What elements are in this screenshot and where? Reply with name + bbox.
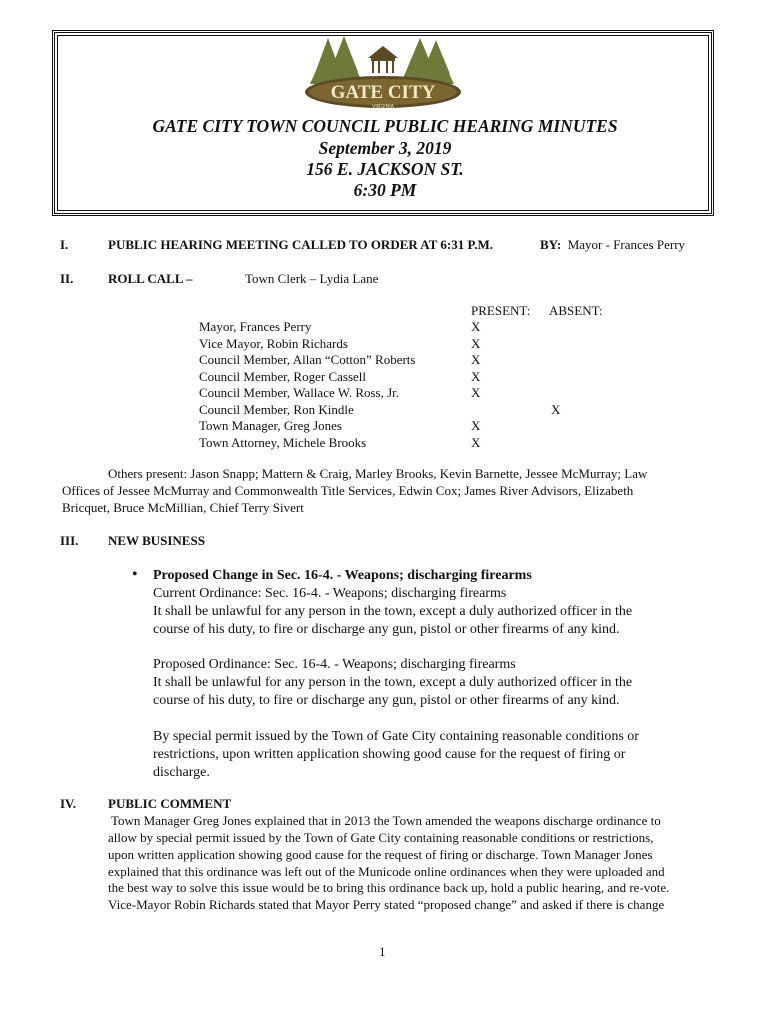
proposed-ordinance-label: Proposed Ordinance: Sec. 16-4. - Weapons; discharging firearms (153, 657, 516, 672)
special-permit-text: By special permit issued by the Town of Gate City containing reasonable conditions or (153, 729, 639, 744)
roll-call-row (0, 402, 770, 419)
public-comment-line: the best way to solve this issue would be to bring this ordinance back up, hold a public hearing, and re-vote. (108, 880, 670, 895)
section-3-number: III. (60, 533, 79, 548)
roll-call-row (0, 385, 770, 402)
section-1-number: I. (60, 237, 69, 252)
by-label: BY: (540, 237, 562, 252)
current-ordinance-label: Current Ordinance: Sec. 16-4. - Weapons; discharging firearms (153, 586, 507, 601)
member-present: X (471, 385, 481, 400)
proposed-ordinance-text: It shall be unlawful for any person in the town, except a duly authorized officer in the (153, 675, 633, 690)
member-present: X (471, 352, 481, 367)
member-name: Vice Mayor, Robin Richards (199, 335, 348, 351)
member-absent: X (551, 401, 561, 417)
meeting-address: 156 E. JACKSON ST. (306, 159, 464, 179)
roll-call-row (0, 352, 770, 369)
member-present: X (471, 434, 481, 450)
member-present: X (471, 335, 481, 351)
roll-call-row (0, 336, 770, 353)
member-present: X (471, 418, 481, 433)
member-present: X (471, 368, 481, 384)
roll-call-row (0, 369, 770, 386)
by-value: Mayor - Frances Perry (567, 237, 686, 252)
member-name: Council Member, Allan “Cotton” Roberts (199, 352, 416, 367)
member-name: Council Member, Ron Kindle (199, 401, 354, 417)
member-name: Mayor, Frances Perry (199, 319, 312, 334)
gate-city-logo (300, 36, 466, 112)
meeting-time: 6:30 PM (353, 180, 417, 200)
bullet-dot: • (132, 566, 138, 583)
section-1-heading: PUBLIC HEARING MEETING CALLED TO ORDER AT 6:31 P.M. (108, 237, 494, 252)
public-comment-line: allow by special permit issued by the Town of Gate City containing reasonable conditions or restrictions, (108, 830, 654, 845)
logo-subtext: VIRGINIA (372, 104, 394, 110)
others-present-line: Bricquet, Bruce McMillian, Chief Terry Sivert (62, 500, 304, 515)
meeting-date: September 3, 2019 (318, 138, 452, 158)
section-3-heading: NEW BUSINESS (108, 533, 205, 548)
public-comment-line: Town Manager Greg Jones explained that in 2013 the Town amended the weapons discharge ordinance to (108, 813, 661, 828)
others-present-line: Offices of Jessee McMurray and Commonwealth Title Services, Edwin Cox; James River Advisors, Elizabeth (62, 483, 634, 498)
others-present-line: Others present: Jason Snapp; Mattern & Craig, Marley Brooks, Kevin Barnette, Jessee McMurray; Law (108, 466, 648, 481)
page-number: 1 (379, 944, 386, 959)
agenda-item-title: Proposed Change in Sec. 16-4. - Weapons; discharging firearms (153, 568, 532, 583)
proposed-ordinance-text: course of his duty, to fire or discharge any gun, pistol or other firearms of any kind. (153, 693, 620, 708)
public-comment-line: Vice-Mayor Robin Richards stated that Mayor Perry stated “proposed change” and asked if there is change (108, 897, 665, 912)
current-ordinance-text: course of his duty, to fire or discharge any gun, pistol or other firearms of any kind. (153, 622, 620, 637)
public-comment-line: upon written application showing good cause for the request of firing or discharge. Town Manager Jones (108, 847, 653, 862)
roll-call-row (0, 319, 770, 336)
document-title: GATE CITY TOWN COUNCIL PUBLIC HEARING MINUTES (152, 116, 618, 136)
section-4-heading: PUBLIC COMMENT (108, 796, 232, 811)
present-header: PRESENT: (471, 303, 531, 318)
member-name: Council Member, Wallace W. Ross, Jr. (199, 385, 400, 400)
roll-call-row (0, 418, 770, 435)
member-name: Council Member, Roger Cassell (199, 368, 367, 384)
logo-text: GATE CITY (330, 82, 436, 103)
section-1-by (540, 237, 685, 253)
member-name: Town Manager, Greg Jones (199, 418, 342, 433)
section-2-heading: ROLL CALL – (108, 271, 193, 286)
special-permit-text: discharge. (153, 765, 210, 780)
absent-header: ABSENT: (549, 303, 603, 318)
town-clerk: Town Clerk – Lydia Lane (245, 271, 379, 286)
roll-call-row (0, 435, 770, 452)
public-comment-line: explained that this ordinance was left out of the Municode online ordinances when they were uploaded and (108, 864, 665, 879)
section-2-number: II. (60, 271, 74, 286)
section-4-number: IV. (60, 796, 77, 811)
member-name: Town Attorney, Michele Brooks (199, 434, 367, 450)
special-permit-text: restrictions, upon written application showing good cause for the request of firing or (153, 747, 626, 762)
roll-call-list (0, 319, 770, 451)
current-ordinance-text: It shall be unlawful for any person in the town, except a duly authorized officer in the (153, 604, 633, 619)
member-present: X (471, 319, 481, 334)
